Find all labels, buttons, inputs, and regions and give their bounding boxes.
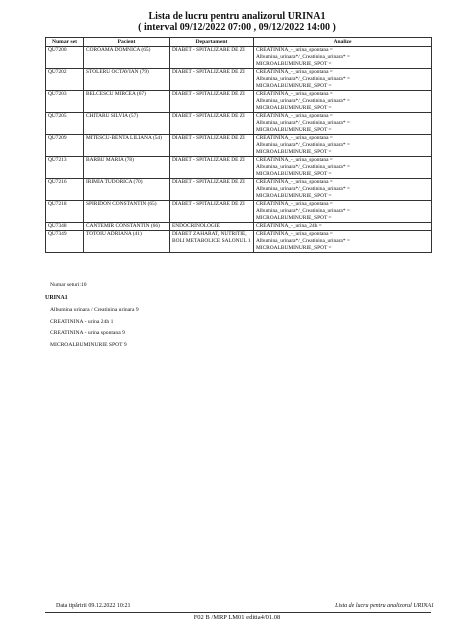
- footer-divider: [45, 612, 431, 613]
- analysis-item: Albumina_urinara*/_Creatinina_urinara* =: [256, 54, 350, 60]
- analysis-item: MICROALBUMINURIE_SPOT =: [256, 193, 332, 199]
- table-row: [46, 69, 432, 91]
- analysis-item: MICROALBUMINURIE_SPOT =: [256, 149, 332, 155]
- analysis-item: MICROALBUMINURIE_SPOT =: [256, 61, 332, 67]
- table-row: [46, 157, 432, 179]
- analysis-item: MICROALBUMINURIE_SPOT =: [256, 83, 332, 89]
- analyses-cell: [254, 223, 432, 231]
- set-number-cell: QU7349: [46, 231, 84, 253]
- interval-subtitle: ( interval 09/12/2022 07:00 , 09/12/2022 14:00 ): [138, 22, 336, 33]
- analysis-item: MICROALBUMINURIE_SPOT =: [256, 171, 332, 177]
- table-row: [46, 47, 432, 69]
- analysis-item: MICROALBUMINURIE_SPOT =: [256, 127, 332, 133]
- table-row: [46, 91, 432, 113]
- department-cell: DIABET - SPITALIZARE DE ZI: [170, 113, 254, 135]
- patient-cell: BARBU MARIA (78): [84, 157, 170, 179]
- analysis-item: CREATININA_-_urina_spontana =: [256, 179, 333, 185]
- set-number-cell: QU7218: [46, 201, 84, 223]
- set-number-cell: QU7202: [46, 69, 84, 91]
- analysis-item: CREATININA_-_urina_spontana =: [256, 47, 333, 53]
- set-number-cell: QU7216: [46, 179, 84, 201]
- analysis-item: CREATININA_-_urina_spontana =: [256, 201, 333, 207]
- page-title: Lista de lucru pentru analizorul URINA1: [148, 11, 326, 22]
- analysis-item: CREATININA_-_urina_spontana =: [256, 113, 333, 119]
- analysis-item: Albumina_urinara*/_Creatinina_urinara* =: [256, 238, 350, 244]
- analysis-item: Albumina_urinara*/_Creatinina_urinara* =: [256, 186, 350, 192]
- patient-cell: MITESCU-BENTA LILIANA (54): [84, 135, 170, 157]
- analysis-item: CREATININA_-_urina_24h =: [256, 223, 322, 229]
- summary-item: CREATININA - urina spontana 9: [50, 330, 125, 336]
- department-cell: DIABET - SPITALIZARE DE ZI: [170, 135, 254, 157]
- analyzer-label: URINA1: [45, 295, 68, 301]
- table-row: [46, 231, 432, 253]
- set-number-cell: QU7209: [46, 135, 84, 157]
- summary-item: Albumina urinara / Creatinina urinara 9: [50, 307, 139, 313]
- analyses-cell: [254, 179, 432, 201]
- analysis-item: CREATININA_-_urina_spontana =: [256, 135, 333, 141]
- analyses-cell: [254, 135, 432, 157]
- table-row: [46, 223, 432, 231]
- patient-cell: IRIMIA TUDORICA (70): [84, 179, 170, 201]
- department-cell: DIABET - SPITALIZARE DE ZI: [170, 201, 254, 223]
- set-number-cell: QU7213: [46, 157, 84, 179]
- table-row: [46, 135, 432, 157]
- patient-cell: BELCESCU MIRCEA (67): [84, 91, 170, 113]
- patient-cell: STOLERU OCTAVIAN (79): [84, 69, 170, 91]
- department-cell: DIABET - SPITALIZARE DE ZI: [170, 47, 254, 69]
- table-header-row: [46, 38, 432, 47]
- col-header-pacient: Pacient: [84, 38, 170, 47]
- table-row: [46, 201, 432, 223]
- set-number-cell: QU7205: [46, 113, 84, 135]
- department-cell: DIABET - SPITALIZARE DE ZI: [170, 91, 254, 113]
- form-code: F02 B /MRP LM01 editia4/01.08: [193, 614, 281, 621]
- analysis-item: Albumina_urinara*/_Creatinina_urinara* =: [256, 76, 350, 82]
- col-header-analize: Analize: [254, 38, 432, 47]
- summary-item: MICROALBUMINURIE SPOT 9: [50, 342, 127, 348]
- patient-cell: SPIRIDON CONSTANTIN (65): [84, 201, 170, 223]
- department-cell: DIABET ZAHARAT, NUTRITIE, BOLI METABOLICE SALONUL 1: [170, 231, 254, 253]
- analysis-item: Albumina_urinara*/_Creatinina_urinara* =: [256, 120, 350, 126]
- set-number-cell: QU7200: [46, 47, 84, 69]
- patient-cell: CHITARU SILVIA (57): [84, 113, 170, 135]
- department-cell: ENDOCRINOLOGIE: [170, 223, 254, 231]
- patient-cell: TOTOIU ADRIANA (41): [84, 231, 170, 253]
- department-cell: DIABET - SPITALIZARE DE ZI: [170, 157, 254, 179]
- analysis-item: CREATININA_-_urina_spontana =: [256, 157, 333, 163]
- analyses-cell: [254, 157, 432, 179]
- analyses-cell: [254, 113, 432, 135]
- set-number-cell: QU7348: [46, 223, 84, 231]
- patient-cell: COROAMA DOMNICA (65): [84, 47, 170, 69]
- col-header-departament: Departament: [170, 38, 254, 47]
- analyses-cell: [254, 91, 432, 113]
- col-header-set: Numar set: [46, 38, 84, 47]
- set-number-cell: QU7203: [46, 91, 84, 113]
- analysis-item: MICROALBUMINURIE_SPOT =: [256, 105, 332, 111]
- analyses-cell: [254, 201, 432, 223]
- set-count: Numar seturi:10: [50, 282, 87, 288]
- print-date: Data tipăririi 09.12.2022 10:21: [56, 603, 131, 609]
- analysis-item: CREATININA_-_urina_spontana =: [256, 69, 333, 75]
- patient-cell: CANTEMIR CONSTANTIN (66): [84, 223, 170, 231]
- department-cell: DIABET - SPITALIZARE DE ZI: [170, 69, 254, 91]
- analysis-item: Albumina_urinara*/_Creatinina_urinara* =: [256, 142, 350, 148]
- analysis-item: MICROALBUMINURIE_SPOT =: [256, 215, 332, 221]
- analysis-item: MICROALBUMINURIE_SPOT =: [256, 245, 332, 251]
- analyses-cell: [254, 47, 432, 69]
- analyses-cell: [254, 231, 432, 253]
- summary-item: CREATININA - urina 24h 1: [50, 319, 114, 325]
- footer-doc-title: Lista de lucru pentru analizorul URINA1: [335, 603, 434, 609]
- department-cell: DIABET - SPITALIZARE DE ZI: [170, 179, 254, 201]
- analysis-item: CREATININA_-_urina_spontana =: [256, 91, 333, 97]
- analysis-item: CREATININA_-_urina_spontana =: [256, 231, 333, 237]
- table-row: [46, 113, 432, 135]
- analysis-item: Albumina_urinara*/_Creatinina_urinara* =: [256, 208, 350, 214]
- table-row: [46, 179, 432, 201]
- worklist-table: [45, 37, 432, 253]
- analysis-item: Albumina_urinara*/_Creatinina_urinara* =: [256, 164, 350, 170]
- analysis-item: Albumina_urinara*/_Creatinina_urinara* =: [256, 98, 350, 104]
- analyses-cell: [254, 69, 432, 91]
